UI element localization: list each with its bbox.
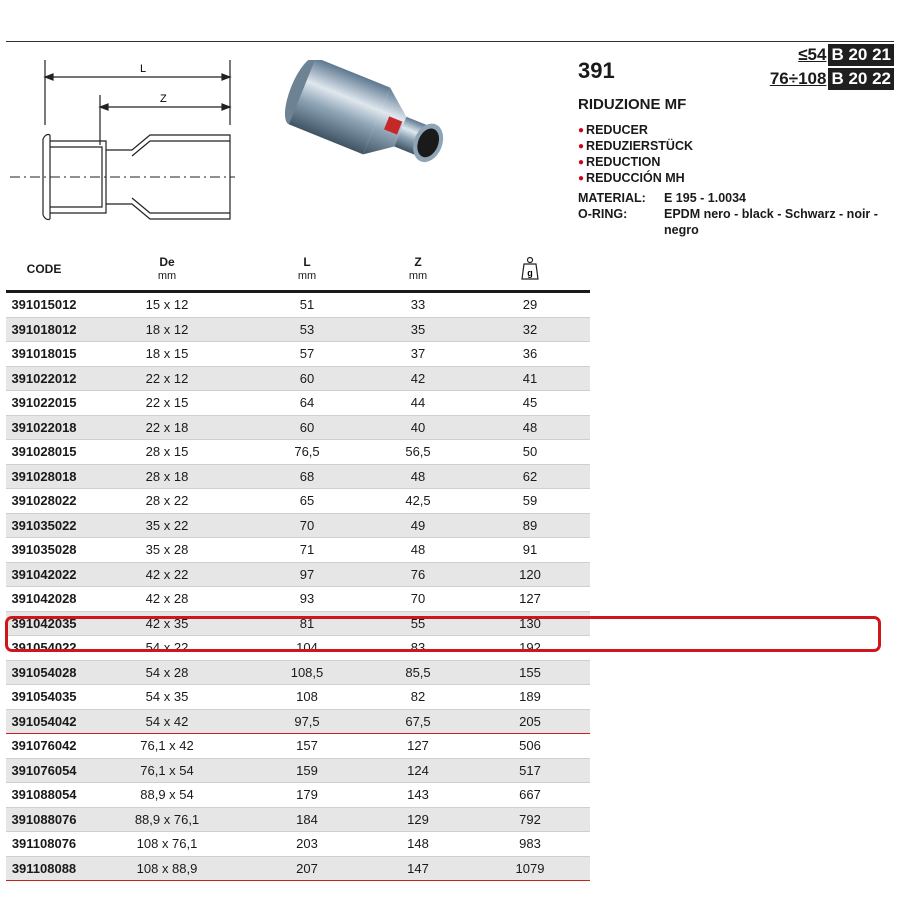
cell-l: 60 xyxy=(299,370,315,386)
table-row xyxy=(6,857,590,882)
cell-de: 76,1 x 54 xyxy=(140,762,194,778)
cell-de: 88,9 x 54 xyxy=(140,787,194,803)
table-header xyxy=(6,248,590,293)
cell-code: 391108076 xyxy=(11,836,77,852)
table-row xyxy=(6,661,590,686)
cell-z: 70 xyxy=(410,591,426,607)
cell-code: 391054028 xyxy=(11,664,77,680)
badge-code: B 20 21 xyxy=(828,44,894,66)
table-row xyxy=(6,489,590,514)
cell-z: 127 xyxy=(407,738,429,754)
cell-weight: 50 xyxy=(522,444,538,460)
cell-z: 143 xyxy=(407,787,429,803)
badge-code: B 20 22 xyxy=(828,68,894,90)
product-title: RIDUZIONE MF xyxy=(578,96,687,113)
cell-de: 28 x 18 xyxy=(145,468,189,484)
badge-row xyxy=(770,44,894,66)
cell-de: 35 x 22 xyxy=(145,517,189,533)
cell-code: 391022018 xyxy=(11,419,77,435)
table-row xyxy=(6,465,590,490)
product-photo xyxy=(268,60,448,210)
cell-weight: 32 xyxy=(522,321,538,337)
header-weight xyxy=(474,256,586,283)
highlight-box xyxy=(5,616,881,652)
product-name-item: ● REDUCTION xyxy=(578,155,661,169)
cell-code: 391042022 xyxy=(11,566,77,582)
cell-l: 159 xyxy=(296,762,318,778)
cell-weight: 205 xyxy=(519,713,541,729)
cell-weight: 36 xyxy=(522,346,538,362)
cell-weight: 29 xyxy=(522,297,538,313)
cell-weight: 41 xyxy=(522,370,538,386)
cell-de: 42 x 35 xyxy=(145,615,189,631)
cell-l: 179 xyxy=(296,787,318,803)
cell-l: 57 xyxy=(299,346,315,362)
cell-z: 147 xyxy=(407,860,429,876)
cell-z: 129 xyxy=(407,811,429,827)
cell-code: 391076054 xyxy=(11,762,77,778)
cell-z: 48 xyxy=(410,468,426,484)
cell-l: 68 xyxy=(299,468,315,484)
table-row xyxy=(6,710,590,735)
cell-code: 391028022 xyxy=(11,493,77,509)
cell-z: 67,5 xyxy=(405,713,431,729)
badge-range: ≤54 xyxy=(798,45,827,64)
badge-range: 76÷108 xyxy=(769,69,827,88)
cell-de: 88,9 x 76,1 xyxy=(134,811,200,827)
table-row xyxy=(6,416,590,441)
dimensions-table xyxy=(6,248,590,881)
cell-z: 33 xyxy=(410,297,426,313)
table-row xyxy=(6,587,590,612)
cell-de: 22 x 15 xyxy=(145,395,189,411)
cell-code: 391042028 xyxy=(11,591,77,607)
technical-drawing xyxy=(10,55,250,230)
weight-icon xyxy=(521,256,539,280)
cell-weight: 91 xyxy=(522,542,538,558)
cell-weight: 155 xyxy=(519,664,541,680)
table-row xyxy=(6,783,590,808)
cell-de: 54 x 42 xyxy=(145,713,189,729)
cell-code: 391108088 xyxy=(11,860,77,876)
cell-weight: 48 xyxy=(522,419,538,435)
cell-weight: 130 xyxy=(519,615,541,631)
cell-z: 40 xyxy=(410,419,426,435)
cell-weight: 983 xyxy=(519,836,541,852)
cell-weight: 89 xyxy=(522,517,538,533)
table-row xyxy=(6,318,590,343)
header-l: L mm xyxy=(297,254,317,282)
table-row xyxy=(6,514,590,539)
table-body xyxy=(6,293,590,881)
cell-weight: 506 xyxy=(519,738,541,754)
bullet-icon: ● xyxy=(578,141,585,152)
spec-label: MATERIAL: xyxy=(578,191,646,205)
cell-de: 28 x 15 xyxy=(145,444,189,460)
cell-weight: 45 xyxy=(522,395,538,411)
cell-de: 15 x 12 xyxy=(145,297,189,313)
cell-code: 391015012 xyxy=(11,297,77,313)
cell-l: 97 xyxy=(299,566,315,582)
cell-l: 64 xyxy=(299,395,315,411)
cell-l: 51 xyxy=(299,297,315,313)
cell-code: 391028018 xyxy=(11,468,77,484)
cell-z: 55 xyxy=(410,615,426,631)
svg-text:g: g xyxy=(527,267,533,278)
cell-code: 391054022 xyxy=(11,640,77,656)
cell-weight: 120 xyxy=(519,566,541,582)
cell-de: 54 x 35 xyxy=(145,689,189,705)
cell-de: 42 x 28 xyxy=(145,591,189,607)
cell-code: 391018015 xyxy=(11,346,77,362)
cell-de: 108 x 76,1 xyxy=(136,836,198,852)
badge-row xyxy=(770,68,894,90)
cell-code: 391088076 xyxy=(11,811,77,827)
product-name-item: ● REDUCCIÓN MH xyxy=(578,171,685,185)
specs xyxy=(578,190,884,238)
cell-l: 104 xyxy=(296,640,318,656)
spec-oring xyxy=(578,206,884,238)
cell-l: 71 xyxy=(299,542,315,558)
table-row xyxy=(6,342,590,367)
cell-de: 18 x 12 xyxy=(145,321,189,337)
badge-group xyxy=(770,44,894,92)
cell-code: 391022012 xyxy=(11,370,77,386)
cell-code: 391054035 xyxy=(11,689,77,705)
cell-z: 56,5 xyxy=(405,444,431,460)
cell-code: 391018012 xyxy=(11,321,77,337)
cell-weight: 189 xyxy=(519,689,541,705)
cell-z: 83 xyxy=(410,640,426,656)
cell-weight: 792 xyxy=(519,811,541,827)
cell-z: 42 xyxy=(410,370,426,386)
table-row xyxy=(6,391,590,416)
cell-code: 391028015 xyxy=(11,444,77,460)
cell-weight: 62 xyxy=(522,468,538,484)
cell-de: 18 x 15 xyxy=(145,346,189,362)
cell-z: 37 xyxy=(410,346,426,362)
table-row xyxy=(6,440,590,465)
table-row xyxy=(6,367,590,392)
bullet-icon: ● xyxy=(578,125,585,136)
cell-z: 124 xyxy=(407,762,429,778)
header-code: CODE xyxy=(26,261,62,276)
cell-z: 44 xyxy=(410,395,426,411)
table-row xyxy=(6,538,590,563)
cell-code: 391022015 xyxy=(11,395,77,411)
cell-code: 391076042 xyxy=(11,738,77,754)
cell-l: 97,5 xyxy=(294,713,320,729)
spec-label: O-RING: xyxy=(578,207,628,221)
bullet-icon: ● xyxy=(578,157,585,168)
top-rule xyxy=(6,41,894,42)
cell-de: 22 x 18 xyxy=(145,419,189,435)
table-row xyxy=(6,563,590,588)
cell-weight: 127 xyxy=(519,591,541,607)
cell-l: 93 xyxy=(299,591,315,607)
cell-code: 391035022 xyxy=(11,517,77,533)
cell-code: 391042035 xyxy=(11,615,77,631)
bullet-icon: ● xyxy=(578,173,585,184)
spec-value: EPDM nero - black - Schwarz - noir - negro xyxy=(664,207,878,237)
cell-de: 76,1 x 42 xyxy=(140,738,194,754)
dimension-L-label: L xyxy=(140,63,147,75)
cell-z: 82 xyxy=(410,689,426,705)
cell-z: 35 xyxy=(410,321,426,337)
cell-code: 391088054 xyxy=(11,787,77,803)
cell-l: 70 xyxy=(299,517,315,533)
cell-z: 148 xyxy=(407,836,429,852)
header-de: De mm xyxy=(157,254,177,282)
spec-value: E 195 - 1.0034 xyxy=(664,191,747,205)
cell-l: 108 xyxy=(296,689,318,705)
cell-de: 35 x 28 xyxy=(145,542,189,558)
cell-l: 108,5 xyxy=(290,664,324,680)
table-row xyxy=(6,759,590,784)
table-row xyxy=(6,734,590,759)
cell-de: 54 x 22 xyxy=(145,640,189,656)
cell-de: 42 x 22 xyxy=(145,566,189,582)
cell-z: 49 xyxy=(410,517,426,533)
cell-l: 207 xyxy=(296,860,318,876)
table-row xyxy=(6,293,590,318)
cell-weight: 667 xyxy=(519,787,541,803)
cell-weight: 1079 xyxy=(515,860,545,876)
cell-code: 391035028 xyxy=(11,542,77,558)
product-name-item: ● REDUCER xyxy=(578,123,648,137)
cell-z: 48 xyxy=(410,542,426,558)
dimension-Z-label: Z xyxy=(160,93,167,105)
cell-l: 65 xyxy=(299,493,315,509)
cell-l: 81 xyxy=(299,615,315,631)
cell-code: 391054042 xyxy=(11,713,77,729)
cell-l: 60 xyxy=(299,419,315,435)
cell-weight: 517 xyxy=(519,762,541,778)
cell-z: 85,5 xyxy=(405,664,431,680)
cell-weight: 192 xyxy=(519,640,541,656)
cell-de: 108 x 88,9 xyxy=(136,860,198,876)
product-name-item: ● REDUZIERSTÜCK xyxy=(578,139,693,153)
cell-l: 203 xyxy=(296,836,318,852)
table-row xyxy=(6,808,590,833)
cell-l: 157 xyxy=(296,738,318,754)
cell-weight: 59 xyxy=(522,493,538,509)
cell-l: 53 xyxy=(299,321,315,337)
cell-de: 28 x 22 xyxy=(145,493,189,509)
cell-z: 42,5 xyxy=(405,493,431,509)
cell-de: 22 x 12 xyxy=(145,370,189,386)
spec-material xyxy=(578,190,884,206)
header-z: Z mm xyxy=(408,254,428,282)
cell-de: 54 x 28 xyxy=(145,664,189,680)
table-row xyxy=(6,832,590,857)
product-number: 391 xyxy=(578,58,615,83)
cell-l: 76,5 xyxy=(294,444,320,460)
table-row xyxy=(6,685,590,710)
product-names-list xyxy=(578,122,693,186)
cell-z: 76 xyxy=(410,566,426,582)
cell-l: 184 xyxy=(296,811,318,827)
